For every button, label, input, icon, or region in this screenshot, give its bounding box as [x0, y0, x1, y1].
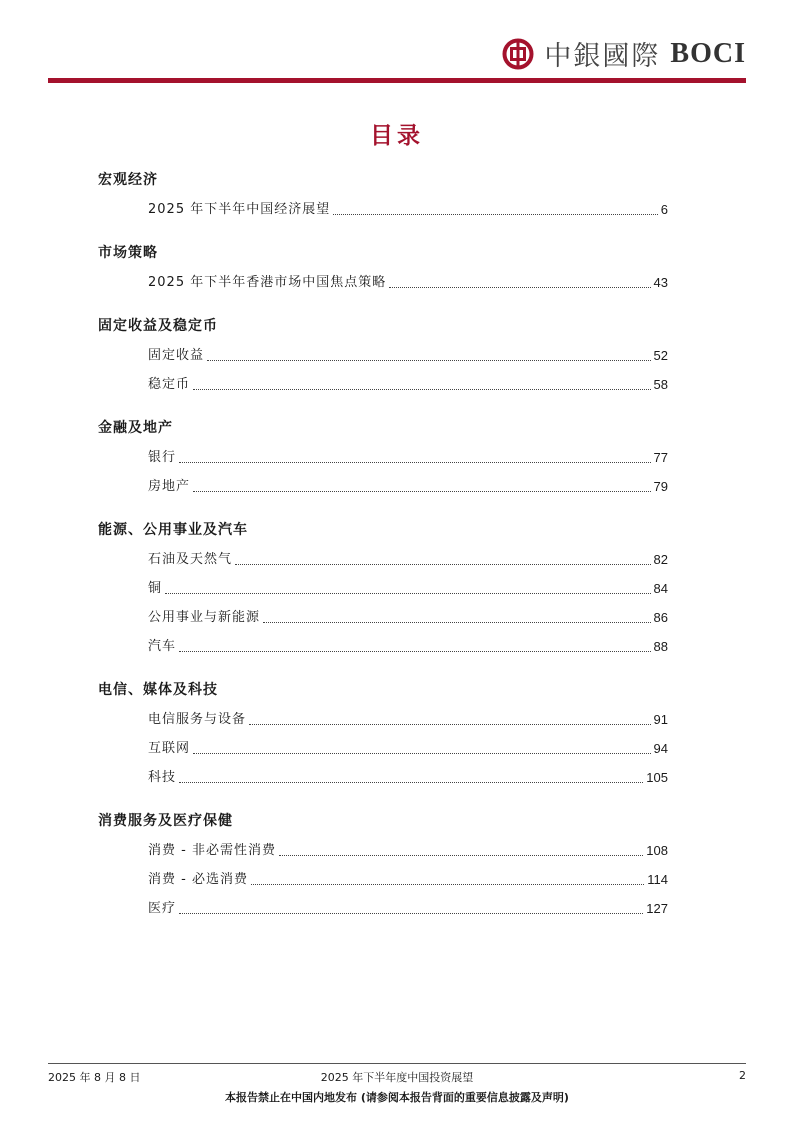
- toc-entry[interactable]: [148, 768, 668, 787]
- toc-entry-label: 公用事业与新能源: [148, 610, 261, 625]
- header-divider: [48, 78, 746, 83]
- toc-section-title: 能源、公用事业及汽车: [98, 522, 248, 538]
- logo-english-text: BOCI: [670, 37, 746, 69]
- toc-entry-label: 消费 - 非必需性消费: [148, 843, 276, 858]
- toc-entry-page-number: 82: [653, 552, 668, 567]
- toc-entry[interactable]: [148, 550, 668, 569]
- toc-entry-label: 石油及天然气: [148, 552, 233, 567]
- toc-entry-label: 固定收益: [148, 348, 205, 363]
- toc-dot-leader: [279, 855, 643, 856]
- toc-dot-leader: [193, 753, 651, 754]
- footer-date: 2025 年 8 月 8 日: [48, 1071, 141, 1084]
- toc-entry-page-number: 84: [653, 581, 668, 596]
- toc-entry[interactable]: [148, 637, 668, 656]
- page-footer: [48, 1063, 746, 1105]
- toc-entry-label: 铜: [148, 581, 163, 596]
- toc-section-title: 宏观经济: [98, 172, 158, 188]
- toc-section-title: 电信、媒体及科技: [98, 682, 218, 698]
- toc-entry[interactable]: [148, 477, 668, 496]
- toc-dot-leader: [249, 724, 651, 725]
- toc-dot-leader: [179, 462, 651, 463]
- toc-entry-page-number: 91: [653, 712, 668, 727]
- toc-entry-label: 银行: [148, 450, 177, 465]
- toc-entry-page-number: 108: [646, 843, 668, 858]
- toc-title: 目录: [370, 123, 424, 149]
- bank-of-china-logo-icon: [502, 38, 534, 70]
- toc-entry-page-number: 86: [653, 610, 668, 625]
- toc-entry[interactable]: [148, 200, 668, 219]
- toc-section-title: 市场策略: [98, 245, 158, 261]
- toc-dot-leader: [207, 360, 651, 361]
- toc-entry[interactable]: [148, 375, 668, 394]
- toc-section-title: 消费服务及医疗保健: [98, 813, 233, 829]
- toc-entry-page-number: 88: [653, 639, 668, 654]
- toc-entry-page-number: 105: [646, 770, 668, 785]
- toc-dot-leader: [179, 651, 651, 652]
- toc-dot-leader: [193, 491, 651, 492]
- footer-page-number: 2: [739, 1069, 746, 1082]
- toc-dot-leader: [179, 913, 643, 914]
- footer-disclaimer: 本报告禁止在中国内地发布 (请参阅本报告背面的重要信息披露及声明): [225, 1091, 569, 1104]
- toc-entry-label: 房地产: [148, 479, 191, 494]
- toc-entry[interactable]: [148, 579, 668, 598]
- toc-dot-leader: [389, 287, 650, 288]
- boci-logo: [502, 34, 746, 73]
- toc-section-title: 金融及地产: [98, 420, 173, 436]
- toc-entry-label: 科技: [148, 770, 177, 785]
- toc-entry-label: 汽车: [148, 639, 177, 654]
- toc-entry-label: 2025 年下半年中国经济展望: [148, 202, 331, 217]
- toc-entry-page-number: 79: [653, 479, 668, 494]
- toc-dot-leader: [333, 214, 658, 215]
- logo-chinese-text: 中銀國際: [544, 41, 661, 72]
- toc-entry-page-number: 58: [653, 377, 668, 392]
- toc-entry-label: 稳定币: [148, 377, 191, 392]
- toc-dot-leader: [165, 593, 651, 594]
- toc-entry[interactable]: [148, 870, 668, 889]
- toc-entry-label: 互联网: [148, 741, 191, 756]
- footer-divider: [48, 1063, 746, 1064]
- toc-entry-page-number: 77: [653, 450, 668, 465]
- toc-dot-leader: [263, 622, 651, 623]
- toc-entry-label: 消费 - 必选消费: [148, 872, 248, 887]
- toc-entry-label: 医疗: [148, 901, 177, 916]
- page-header: [48, 28, 746, 86]
- toc-entry[interactable]: [148, 899, 668, 918]
- toc-entry-page-number: 94: [653, 741, 668, 756]
- toc-dot-leader: [251, 884, 644, 885]
- toc-entry[interactable]: [148, 608, 668, 627]
- toc-entry-page-number: 127: [646, 901, 668, 916]
- toc-entry[interactable]: [148, 346, 668, 365]
- toc-entry[interactable]: [148, 841, 668, 860]
- table-of-contents: [98, 163, 668, 918]
- toc-entry-page-number: 52: [653, 348, 668, 363]
- toc-entry[interactable]: [148, 448, 668, 467]
- footer-document-title: 2025 年下半年度中国投资展望: [320, 1071, 474, 1084]
- toc-entry[interactable]: [148, 710, 668, 729]
- toc-entry-page-number: 43: [653, 275, 668, 290]
- toc-entry-label: 2025 年下半年香港市场中国焦点策略: [148, 275, 387, 290]
- toc-entry-page-number: 6: [660, 202, 668, 217]
- toc-dot-leader: [179, 782, 643, 783]
- toc-entry[interactable]: [148, 273, 668, 292]
- toc-entry-label: 电信服务与设备: [148, 712, 247, 727]
- toc-entry-page-number: 114: [647, 872, 668, 887]
- toc-dot-leader: [193, 389, 651, 390]
- toc-entry[interactable]: [148, 739, 668, 758]
- toc-dot-leader: [235, 564, 651, 565]
- toc-section-title: 固定收益及稳定币: [98, 318, 218, 334]
